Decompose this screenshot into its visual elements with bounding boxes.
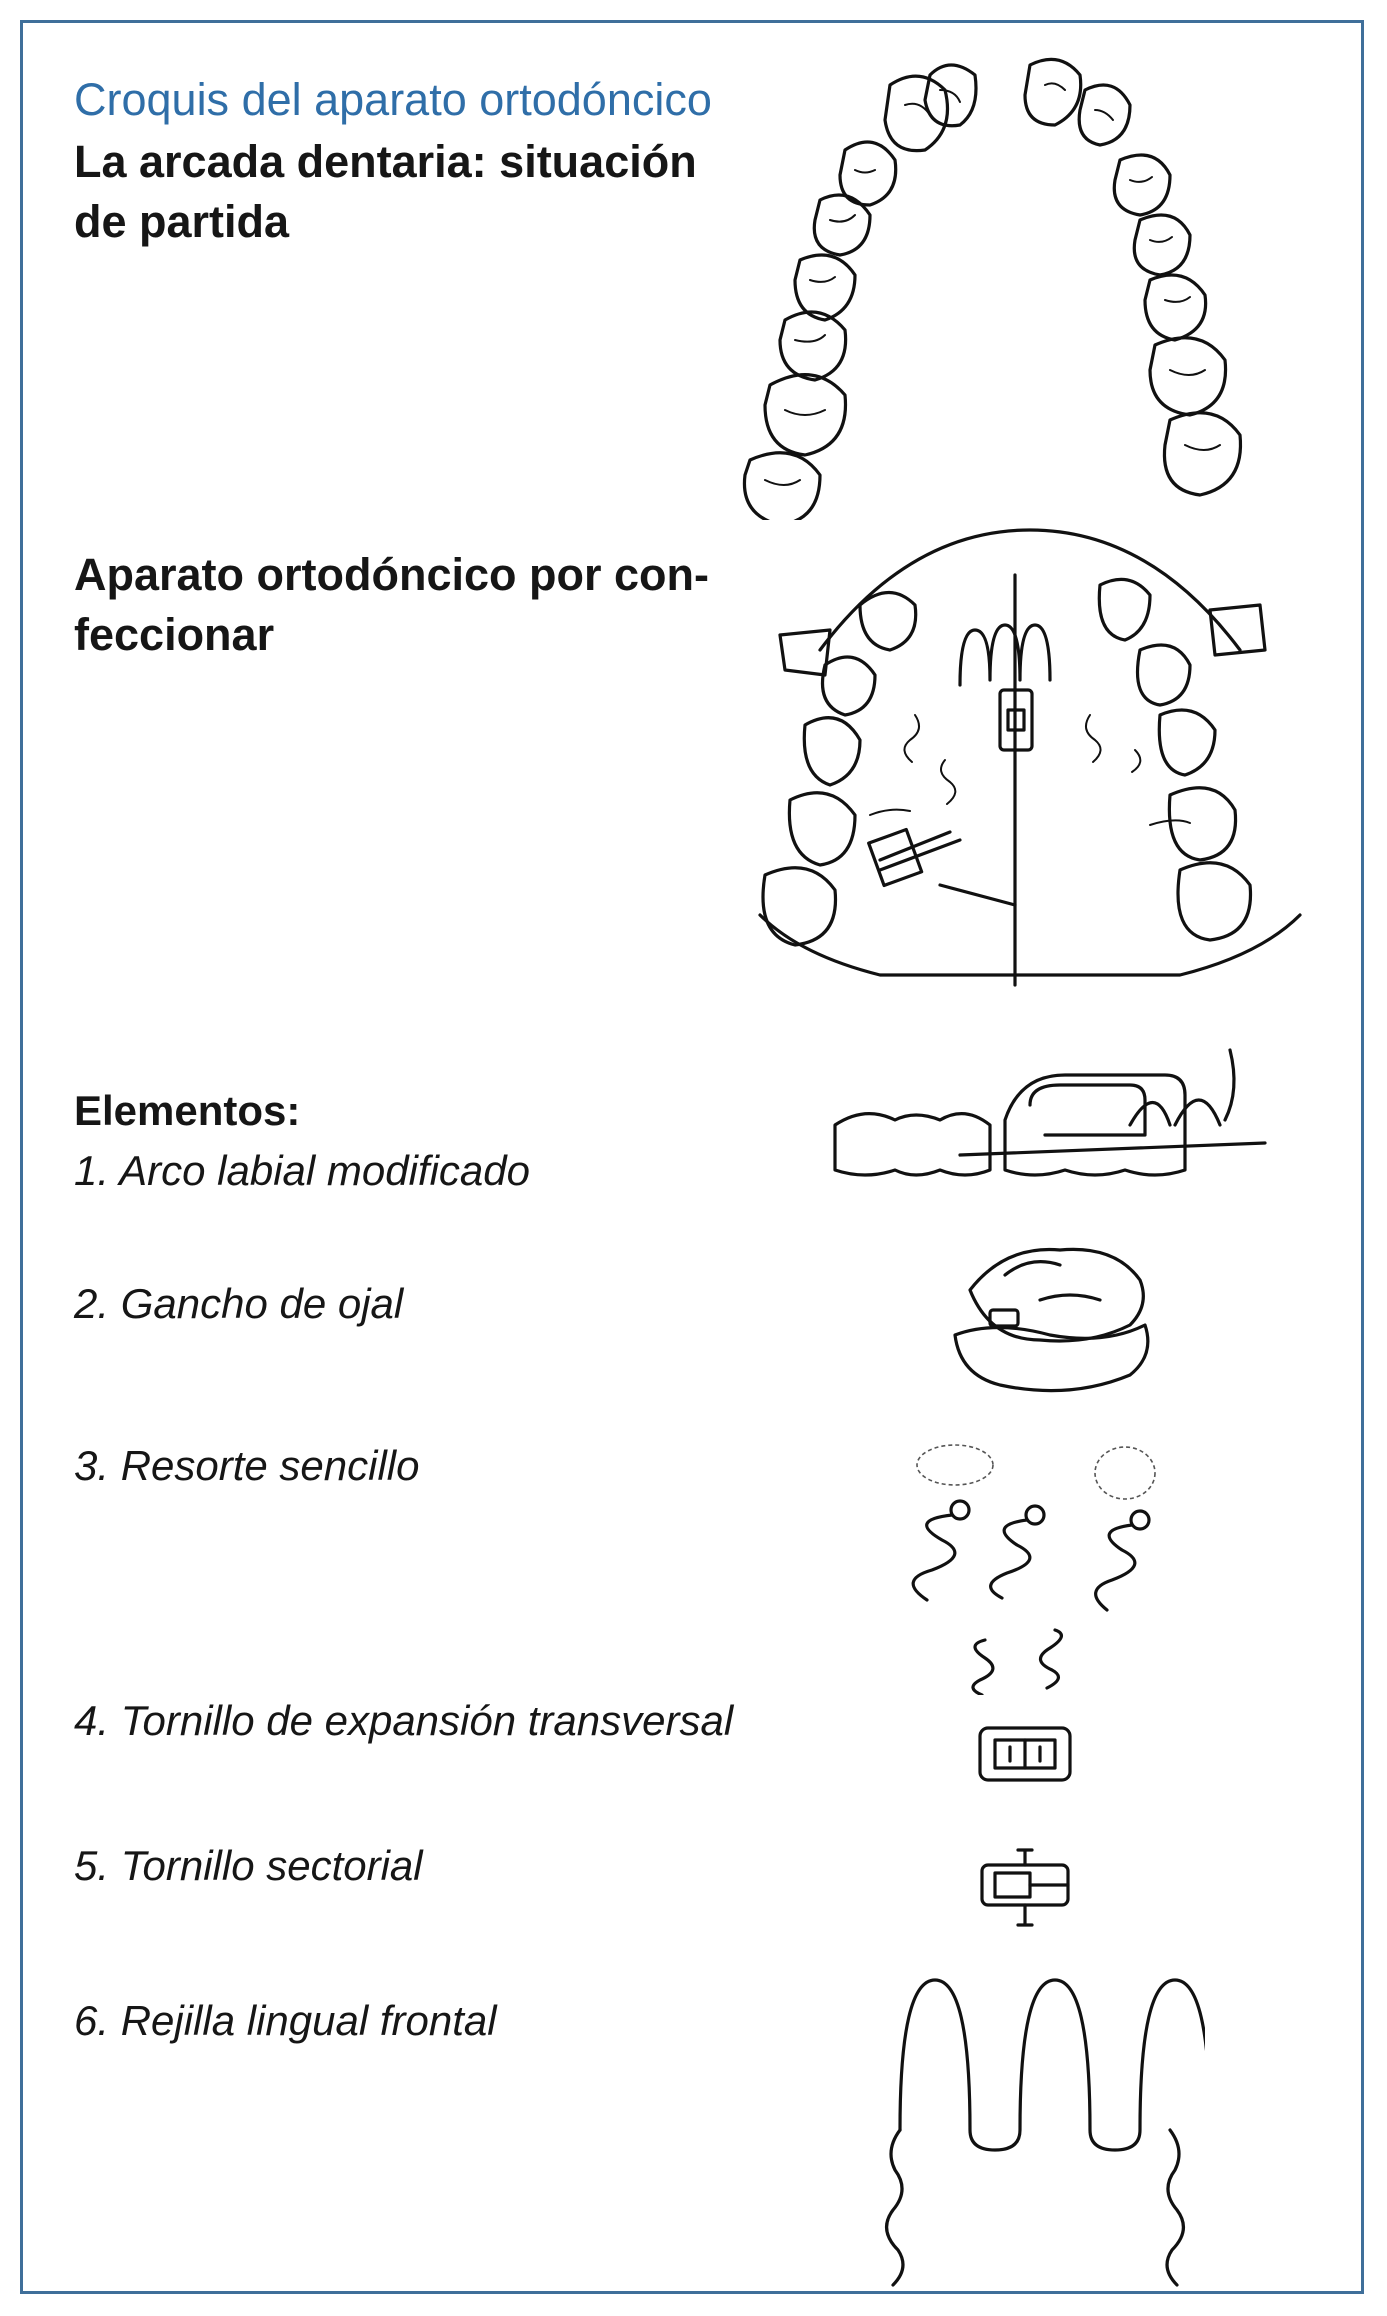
labial-arch-illustration [830, 1030, 1270, 1210]
element-item-simple-spring: 3. Resorte sencillo [74, 1442, 420, 1489]
expansion-screw-illustration [970, 1720, 1080, 1790]
eyelet-clasp-illustration [945, 1240, 1155, 1395]
dental-arch-illustration [730, 50, 1320, 520]
simple-spring-illustration [890, 1435, 1175, 1695]
element-item-lingual-grid: 6. Rejilla lingual frontal [74, 1997, 497, 2044]
elements-heading: Elementos: [74, 1087, 301, 1134]
title-appliance: Aparato ortodóncico por con-feccionar [74, 549, 709, 660]
element-item-expansion-screw: 4. Tornillo de expansión transversal [74, 1697, 734, 1744]
appliance-illustration [730, 515, 1330, 1000]
title-dental-arch: La arcada dentaria: situación de partida [74, 136, 697, 247]
sector-screw-illustration [970, 1845, 1080, 1930]
element-item-eyelet-clasp: 2. Gancho de ojal [74, 1280, 404, 1327]
element-item-labial-arch: 1. Arco labial modificado [74, 1147, 531, 1194]
lingual-grid-illustration [865, 1970, 1205, 2290]
section-label: Croquis del aparato ortodóncico [74, 74, 712, 125]
element-item-sector-screw: 5. Tornillo sectorial [74, 1842, 423, 1889]
